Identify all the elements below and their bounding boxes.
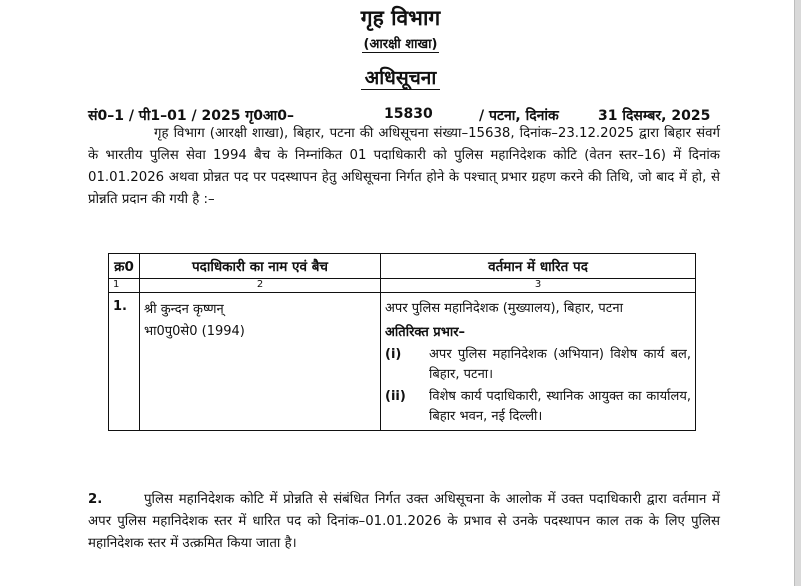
row-current-post bbox=[381, 293, 696, 431]
table-column-number-row bbox=[109, 279, 696, 293]
row-serial: 1. bbox=[109, 293, 140, 431]
paragraph-2-number: 2. bbox=[88, 492, 103, 507]
additional-item-numeral: (i) bbox=[385, 347, 402, 362]
paragraph-1 bbox=[88, 123, 720, 211]
additional-charge-label: अतिरिक्त प्रभार– bbox=[385, 325, 466, 340]
branch-subheading bbox=[0, 34, 801, 52]
row-officer bbox=[140, 293, 381, 431]
additional-item-numeral: (ii) bbox=[385, 389, 406, 404]
column-number-1: 1 bbox=[109, 279, 140, 293]
paragraph-2-text: पुलिस महानिदेशक कोटि में प्रोन्नति से संबंधित निर्गत उक्त अधिसूचना के आलोक में उक्त पदाधिकारी द्वारा वर्तमान में अपर पुलिस महानिदेशक स्तर में धारित पद को दिनांक–01.01.2026 के प्रभाव से उनके पदस्थापन काल तक के लिए पुलिस महानिदेशक स्तर में उत्क्रमित किया जाता है। bbox=[88, 492, 720, 551]
reference-serial: 15830 bbox=[384, 106, 433, 122]
table-header-row bbox=[109, 254, 696, 279]
officer-table bbox=[108, 253, 696, 431]
additional-item bbox=[385, 387, 691, 429]
additional-item bbox=[385, 345, 691, 385]
paragraph-2 bbox=[88, 489, 720, 555]
viewer-scrollbar[interactable] bbox=[794, 0, 801, 586]
current-post-text: अपर पुलिस महानिदेशक (मुख्यालय), बिहार, पटना bbox=[385, 301, 623, 316]
table-row bbox=[109, 293, 696, 431]
reference-place-date: / पटना, दिनांक bbox=[479, 108, 559, 124]
header-officer: पदाधिकारी का नाम एवं बैच bbox=[140, 254, 381, 279]
column-number-2: 2 bbox=[140, 279, 381, 293]
notification-title bbox=[0, 64, 801, 90]
reference-date: 31 दिसम्बर, 2025 bbox=[598, 108, 711, 124]
officer-batch: भा0पु0से0 (1994) bbox=[144, 324, 245, 339]
additional-item-text: अपर पुलिस महानिदेशक (अभियान) विशेष कार्य बल, बिहार, पटना। bbox=[429, 347, 691, 382]
header-serial: क्र0 bbox=[109, 254, 140, 279]
reference-number: सं0–1 / पी1–01 / 2025 गृ0आ0– bbox=[88, 108, 294, 124]
department-heading: गृह विभाग bbox=[360, 6, 441, 30]
column-number-3: 3 bbox=[381, 279, 696, 293]
branch-text: (आरक्षी शाखा) bbox=[363, 37, 438, 52]
officer-name: श्री कुन्दन कृष्णन् bbox=[144, 302, 224, 317]
additional-item-text: विशेष कार्य पदाधिकारी, स्थानिक आयुक्त का कार्यालय, बिहार भवन, नई दिल्ली। bbox=[429, 389, 691, 424]
header-current-post: वर्तमान में धारित पद bbox=[381, 254, 696, 279]
notification-title-text: अधिसूचना bbox=[361, 67, 441, 90]
paragraph-1-text: गृह विभाग (आरक्षी शाखा), बिहार, पटना की अधिसूचना संख्या–15638, दिनांक–23.12.2025 द्वारा बिहार संवर्ग के भारतीय पुलिस सेवा 1994 बैच के निम्नांकित 01 पदाधिकारी को पुलिस महानिदेशक कोटि (वेतन स्तर–16) में दिनांक 01.01.2026 अथवा प्रोन्नत पद पर पदस्थापन हेतु अधिसूचना निर्गत होने के पश्चात् प्रभार ग्रहण करने की तिथि, जो बाद में हो, से प्रोन्नति प्रदान की गयी है :– bbox=[88, 126, 720, 207]
